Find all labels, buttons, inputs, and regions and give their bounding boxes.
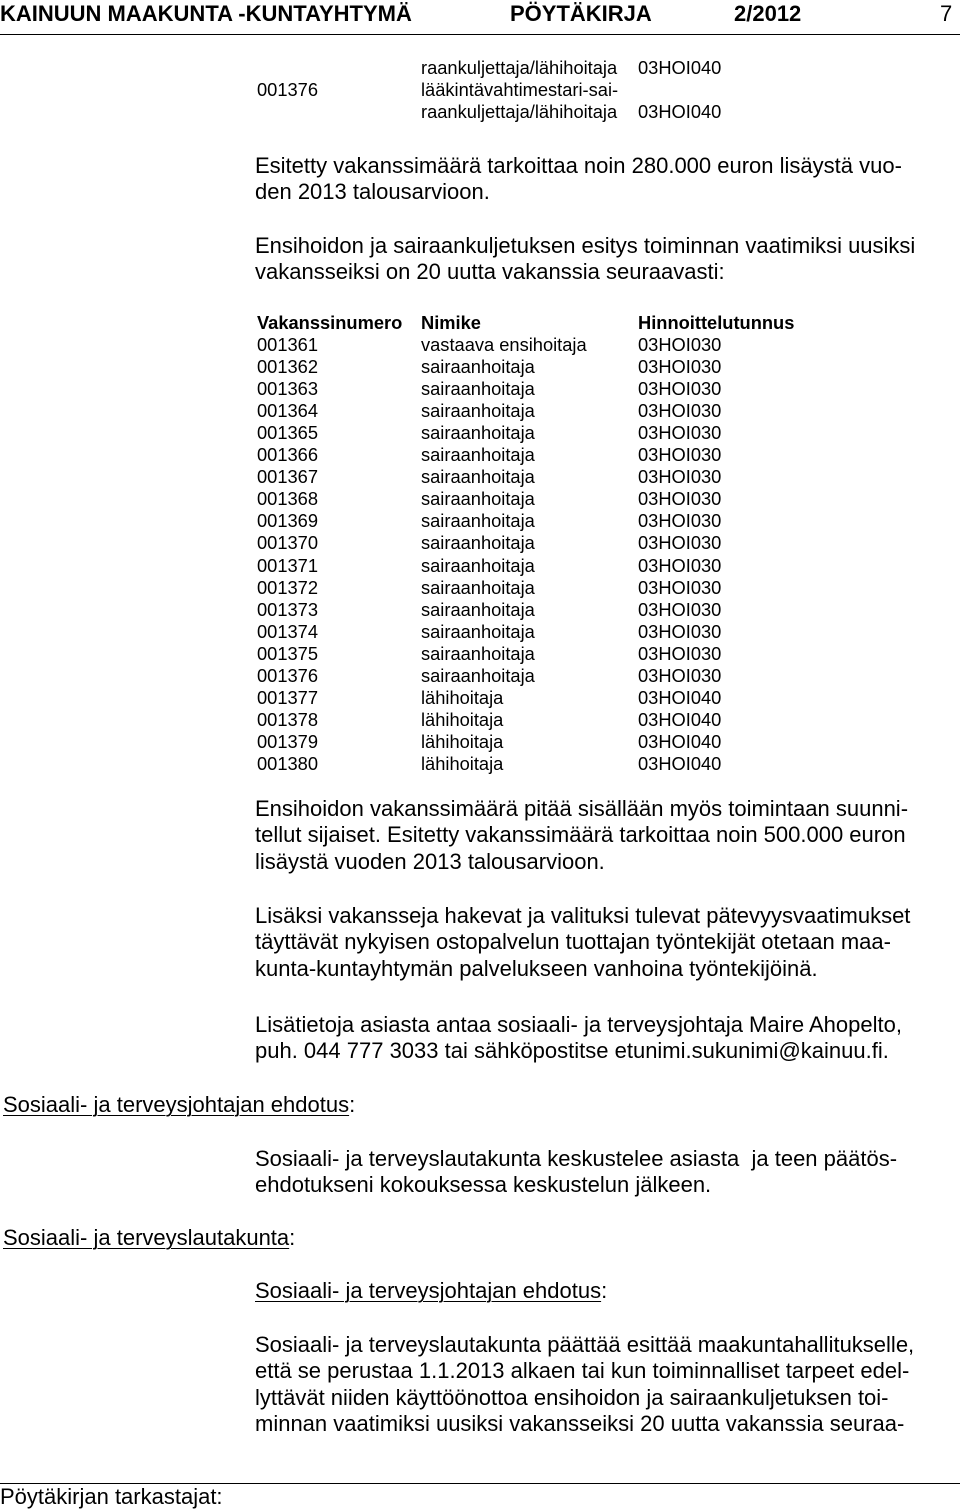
- table-row: [0, 334, 960, 356]
- title-cell: sairaanhoitaja: [421, 400, 535, 422]
- column-header-number: Vakanssinumero: [257, 312, 403, 333]
- number-cell: 001376: [257, 79, 319, 101]
- title-cell: vastaava ensihoitaja: [421, 334, 587, 356]
- director-proposal-paragraph: [255, 1146, 897, 1199]
- table-header-row: [0, 312, 960, 334]
- code-cell: 03HOI030: [638, 554, 722, 576]
- number-cell: 001367: [257, 466, 319, 488]
- title-cell: lähihoitaja: [421, 686, 504, 708]
- number-cell: 001361: [257, 334, 319, 356]
- table-row: [0, 444, 960, 466]
- title-cell: raankuljettaja/lähihoitaja: [421, 101, 618, 123]
- table-row: [0, 687, 960, 709]
- code-cell: 03HOI030: [638, 378, 722, 400]
- column-header-code: Hinnoittelutunnus: [638, 312, 795, 333]
- number-cell: 001378: [257, 708, 319, 730]
- table-row: [0, 488, 960, 510]
- code-cell: 03HOI030: [638, 664, 722, 686]
- cost-note-paragraph: [255, 153, 902, 206]
- code-cell: 03HOI030: [638, 488, 722, 510]
- title-cell: sairaanhoitaja: [421, 576, 535, 598]
- number-cell: 001374: [257, 620, 319, 642]
- label-colon: :: [601, 1278, 608, 1303]
- paragraph-line: puh. 044 777 3033 tai sähköpostitse etunimi.sukunimi@kainuu.fi.: [255, 1038, 889, 1064]
- number-cell: 001371: [257, 554, 319, 576]
- paragraph-line: Lisäksi vakansseja hakevat ja valituksi tulevat pätevyysvaatimukset: [255, 903, 911, 928]
- board-decision-paragraph: [255, 1332, 914, 1437]
- board-proposal-heading-text: Sosiaali- ja terveysjohtajan ehdotus: [255, 1278, 602, 1303]
- code-cell: 03HOI030: [638, 466, 722, 488]
- code-cell: 03HOI030: [638, 422, 722, 444]
- label-colon: :: [289, 1225, 296, 1250]
- table-row: [0, 356, 960, 378]
- code-cell: 03HOI030: [638, 510, 722, 532]
- organization-name: KAINUUN MAAKUNTA -KUNTAYHTYMÄ: [0, 1, 412, 26]
- document-type: PÖYTÄKIRJA: [510, 1, 652, 26]
- number-cell: 001377: [257, 686, 319, 708]
- table-row: [0, 378, 960, 400]
- table-row: [0, 599, 960, 621]
- table-row: [0, 466, 960, 488]
- paragraph-line: kunta-kuntayhtymän palvelukseen vanhoina työntekijöinä.: [255, 955, 818, 981]
- paragraph-line: Ensihoidon vakanssimäärä pitää sisällään myös toimintaan suunni-: [255, 796, 909, 821]
- reviewers-label: Pöytäkirjan tarkastajat:: [0, 1484, 223, 1509]
- code-cell: 03HOI040: [638, 708, 722, 730]
- cost-note-paragraph: [255, 796, 908, 875]
- table-row: [0, 532, 960, 554]
- number-cell: 001373: [257, 598, 319, 620]
- code-cell: 03HOI030: [638, 642, 722, 664]
- code-cell: 03HOI030: [638, 444, 722, 466]
- table-row: [0, 79, 960, 101]
- title-cell: sairaanhoitaja: [421, 532, 535, 554]
- number-cell: 001376: [257, 664, 319, 686]
- paragraph-line: että se perustaa 1.1.2013 alkaen tai kun toiminnalliset tarpeet edel-: [255, 1358, 910, 1384]
- header-divider: [0, 34, 960, 35]
- code-cell: 03HOI030: [638, 598, 722, 620]
- director-proposal-label-text: Sosiaali- ja terveysjohtajan ehdotus: [3, 1092, 350, 1117]
- paragraph-line: tellut sijaiset. Esitetty vakanssimäärä tarkoittaa noin 500.000 euron: [255, 822, 906, 848]
- paragraph-line: minnan vaatimiksi uusiksi vakansseiksi 20 uutta vakanssia seuraa-: [255, 1410, 905, 1436]
- paragraph-line: Esitetty vakanssimäärä tarkoittaa noin 280.000 euron lisäystä vuo-: [255, 153, 902, 178]
- title-cell: lähihoitaja: [421, 730, 504, 752]
- title-cell: sairaanhoitaja: [421, 510, 535, 532]
- title-cell: sairaanhoitaja: [421, 620, 535, 642]
- title-cell: lähihoitaja: [421, 708, 504, 730]
- table-row: [0, 731, 960, 753]
- vacancy-table: [0, 312, 960, 775]
- table-row: [0, 643, 960, 665]
- code-cell: 03HOI040: [638, 57, 722, 78]
- number-cell: 001362: [257, 356, 319, 378]
- table-row: [0, 400, 960, 422]
- number-cell: 001375: [257, 642, 319, 664]
- paragraph-line: Ensihoidon ja sairaankuljetuksen esitys toiminnan vaatimiksi uusiksi: [255, 233, 916, 258]
- table-row: [0, 621, 960, 643]
- staff-transfer-paragraph: [255, 903, 910, 982]
- continued-vacancy-table: [0, 57, 960, 123]
- code-cell: 03HOI030: [638, 356, 722, 378]
- document-number: 2/2012: [734, 1, 802, 26]
- board-label: [3, 1225, 295, 1251]
- number-cell: 001372: [257, 576, 319, 598]
- paragraph-line: Sosiaali- ja terveyslautakunta keskustelee asiasta ja teen päätös-: [255, 1146, 898, 1171]
- paragraph-line: lyttävät niiden käyttöönottoa ensihoidon ja sairaankuljetuksen toi-: [255, 1384, 889, 1410]
- board-label-text: Sosiaali- ja terveyslautakunta: [3, 1225, 290, 1250]
- title-cell: sairaanhoitaja: [421, 466, 535, 488]
- number-cell: 001379: [257, 730, 319, 752]
- number-cell: 001370: [257, 532, 319, 554]
- number-cell: 001365: [257, 422, 319, 444]
- proposal-intro-paragraph: [255, 233, 915, 286]
- number-cell: 001364: [257, 400, 319, 422]
- paragraph-line: Sosiaali- ja terveyslautakunta päättää esittää maakuntahallitukselle,: [255, 1332, 915, 1357]
- board-proposal-heading: [255, 1278, 607, 1304]
- title-cell: sairaanhoitaja: [421, 642, 535, 664]
- paragraph-line: Lisätietoja asiasta antaa sosiaali- ja terveysjohtaja Maire Ahopelto,: [255, 1012, 902, 1037]
- code-cell: 03HOI030: [638, 532, 722, 554]
- table-row: [0, 665, 960, 687]
- title-cell: sairaanhoitaja: [421, 664, 535, 686]
- table-row: [0, 422, 960, 444]
- title-cell: sairaanhoitaja: [421, 554, 535, 576]
- title-cell: sairaanhoitaja: [421, 488, 535, 510]
- table-row: [0, 555, 960, 577]
- number-cell: 001363: [257, 378, 319, 400]
- title-cell: sairaanhoitaja: [421, 378, 535, 400]
- table-row: [0, 753, 960, 775]
- code-cell: 03HOI030: [638, 620, 722, 642]
- paragraph-line: lisäystä vuoden 2013 talousarvioon.: [255, 848, 605, 874]
- code-cell: 03HOI030: [638, 400, 722, 422]
- code-cell: 03HOI040: [638, 730, 722, 752]
- paragraph-line: vakansseiksi on 20 uutta vakanssia seuraavasti:: [255, 259, 725, 285]
- paragraph-line: täyttävät nykyisen ostopalvelun tuottajan työntekijät otetaan maa-: [255, 929, 891, 955]
- title-cell: lähihoitaja: [421, 752, 504, 774]
- table-row: [0, 577, 960, 599]
- title-cell: sairaanhoitaja: [421, 598, 535, 620]
- number-cell: 001368: [257, 488, 319, 510]
- paragraph-line: ehdotukseni kokouksessa keskustelun jälkeen.: [255, 1172, 712, 1198]
- title-cell: sairaanhoitaja: [421, 356, 535, 378]
- code-cell: 03HOI040: [638, 686, 722, 708]
- title-cell: sairaanhoitaja: [421, 422, 535, 444]
- title-cell: lääkintävahtimestari-sai-: [421, 79, 619, 101]
- code-cell: 03HOI030: [638, 334, 722, 356]
- number-cell: 001380: [257, 752, 319, 774]
- column-header-title: Nimike: [421, 312, 481, 333]
- director-proposal-label: [3, 1092, 355, 1118]
- number-cell: 001369: [257, 510, 319, 532]
- table-row: [0, 510, 960, 532]
- title-cell: raankuljettaja/lähihoitaja: [421, 57, 618, 78]
- code-cell: 03HOI030: [638, 576, 722, 598]
- table-row: [0, 709, 960, 731]
- code-cell: 03HOI040: [638, 752, 722, 774]
- label-colon: :: [349, 1092, 356, 1117]
- contact-paragraph: [255, 1012, 902, 1065]
- code-cell: 03HOI040: [638, 101, 722, 123]
- table-row: [0, 57, 960, 79]
- paragraph-line: den 2013 talousarvioon.: [255, 179, 490, 205]
- page-number: 7: [940, 1, 953, 26]
- table-row: [0, 101, 960, 123]
- number-cell: 001366: [257, 444, 319, 466]
- title-cell: sairaanhoitaja: [421, 444, 535, 466]
